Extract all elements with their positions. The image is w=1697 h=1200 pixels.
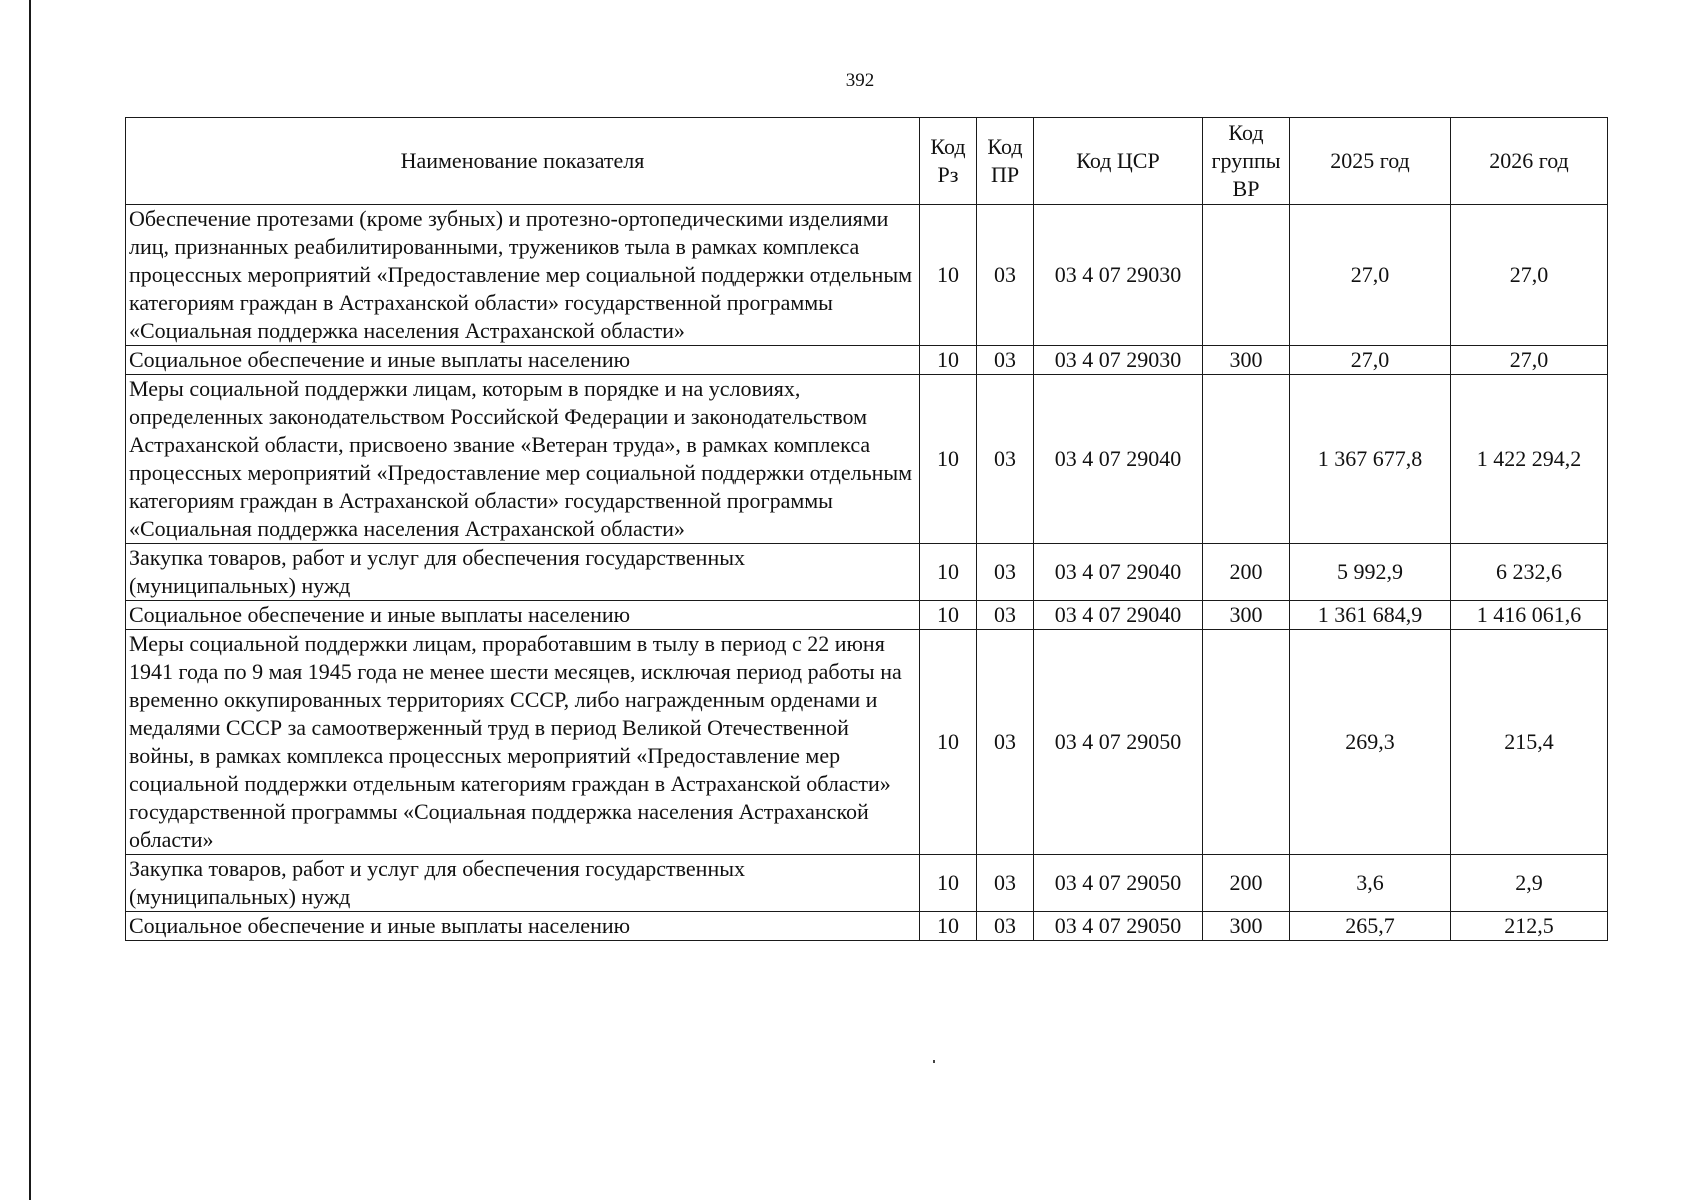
row-rz: 10 [920, 544, 977, 601]
table-row [126, 601, 1608, 630]
row-2026: 6 232,6 [1451, 544, 1608, 601]
row-2025: 269,3 [1290, 630, 1451, 855]
row-2026: 1 422 294,2 [1451, 375, 1608, 544]
row-name: Меры социальной поддержки лицам, проработавшим в тылу в период с 22 июня 1941 года по 9 мая 1945 года не менее шести месяцев, исключая период работы на временно оккупированных территориях СССР, либо награжденным орденами и медалями СССР за самоотверженный труд в период Великой Отечественной войны, в рамках комплекса процессных мероприятий «Предоставление мер социальной поддержки отдельным категориям граждан в Астраханской области» государственной программы «Социальная поддержка населения Астраханской области» [126, 630, 920, 855]
row-vr: 300 [1203, 346, 1290, 375]
header-2025: 2025 год [1290, 118, 1451, 205]
row-rz: 10 [920, 855, 977, 912]
table-row [126, 912, 1608, 941]
row-2026: 27,0 [1451, 205, 1608, 346]
row-2026: 2,9 [1451, 855, 1608, 912]
table-row [126, 346, 1608, 375]
row-vr: 200 [1203, 544, 1290, 601]
page-number: 392 [845, 70, 875, 91]
row-2026: 27,0 [1451, 346, 1608, 375]
row-name: Меры социальной поддержки лицам, которым в порядке и на условиях, определенных законодательством Российской Федерации и законодательством Астраханской области, присвоено звание «Ветеран труда», в рамках комплекса процессных мероприятий «Предоставление мер социальной поддержки отдельным категориям граждан в Астраханской области» государственной программы «Социальная поддержка населения Астраханской области» [126, 375, 920, 544]
row-rz: 10 [920, 912, 977, 941]
row-2025: 27,0 [1290, 346, 1451, 375]
header-vr: Код группы ВР [1203, 118, 1290, 205]
row-2026: 215,4 [1451, 630, 1608, 855]
row-rz: 10 [920, 375, 977, 544]
row-2026: 1 416 061,6 [1451, 601, 1608, 630]
row-pr: 03 [977, 544, 1034, 601]
row-csr: 03 4 07 29040 [1034, 375, 1203, 544]
row-vr [1203, 630, 1290, 855]
row-csr: 03 4 07 29030 [1034, 205, 1203, 346]
row-pr: 03 [977, 630, 1034, 855]
binding-line [29, 0, 31, 1200]
header-csr: Код ЦСР [1034, 118, 1203, 205]
row-rz: 10 [920, 601, 977, 630]
row-csr: 03 4 07 29050 [1034, 630, 1203, 855]
table-row [126, 630, 1608, 855]
row-2025: 27,0 [1290, 205, 1451, 346]
row-rz: 10 [920, 205, 977, 346]
row-name: Социальное обеспечение и иные выплаты населению [126, 346, 920, 375]
budget-table [125, 117, 1608, 941]
row-vr [1203, 205, 1290, 346]
header-2026: 2026 год [1451, 118, 1608, 205]
table-row [126, 855, 1608, 912]
row-2025: 265,7 [1290, 912, 1451, 941]
row-rz: 10 [920, 346, 977, 375]
row-vr: 300 [1203, 601, 1290, 630]
table-row [126, 205, 1608, 346]
row-pr: 03 [977, 912, 1034, 941]
row-2026: 212,5 [1451, 912, 1608, 941]
row-pr: 03 [977, 205, 1034, 346]
row-csr: 03 4 07 29030 [1034, 346, 1203, 375]
row-2025: 1 361 684,9 [1290, 601, 1451, 630]
row-pr: 03 [977, 375, 1034, 544]
row-vr [1203, 375, 1290, 544]
row-csr: 03 4 07 29050 [1034, 912, 1203, 941]
row-vr: 200 [1203, 855, 1290, 912]
row-2025: 3,6 [1290, 855, 1451, 912]
row-vr: 300 [1203, 912, 1290, 941]
row-2025: 5 992,9 [1290, 544, 1451, 601]
row-csr: 03 4 07 29050 [1034, 855, 1203, 912]
row-name: Закупка товаров, работ и услуг для обеспечения государственных (муниципальных) нужд [126, 855, 920, 912]
row-name: Закупка товаров, работ и услуг для обеспечения государственных (муниципальных) нужд [126, 544, 920, 601]
row-name: Социальное обеспечение и иные выплаты населению [126, 912, 920, 941]
row-pr: 03 [977, 601, 1034, 630]
row-pr: 03 [977, 855, 1034, 912]
row-pr: 03 [977, 346, 1034, 375]
scan-speck [933, 1060, 935, 1063]
row-2025: 1 367 677,8 [1290, 375, 1451, 544]
row-csr: 03 4 07 29040 [1034, 601, 1203, 630]
row-csr: 03 4 07 29040 [1034, 544, 1203, 601]
row-name: Обеспечение протезами (кроме зубных) и протезно-ортопедическими изделиями лиц, признанных реабилитированными, тружеников тыла в рамках комплекса процессных мероприятий «Предоставление мер социальной поддержки отдельным категориям граждан в Астраханской области» государственной программы «Социальная поддержка населения Астраханской области» [126, 205, 920, 346]
header-name: Наименование показателя [126, 118, 920, 205]
row-name: Социальное обеспечение и иные выплаты населению [126, 601, 920, 630]
header-rz: Код Рз [920, 118, 977, 205]
table-header-row [126, 118, 1608, 205]
table-row [126, 544, 1608, 601]
header-pr: Код ПР [977, 118, 1034, 205]
row-rz: 10 [920, 630, 977, 855]
table-row [126, 375, 1608, 544]
